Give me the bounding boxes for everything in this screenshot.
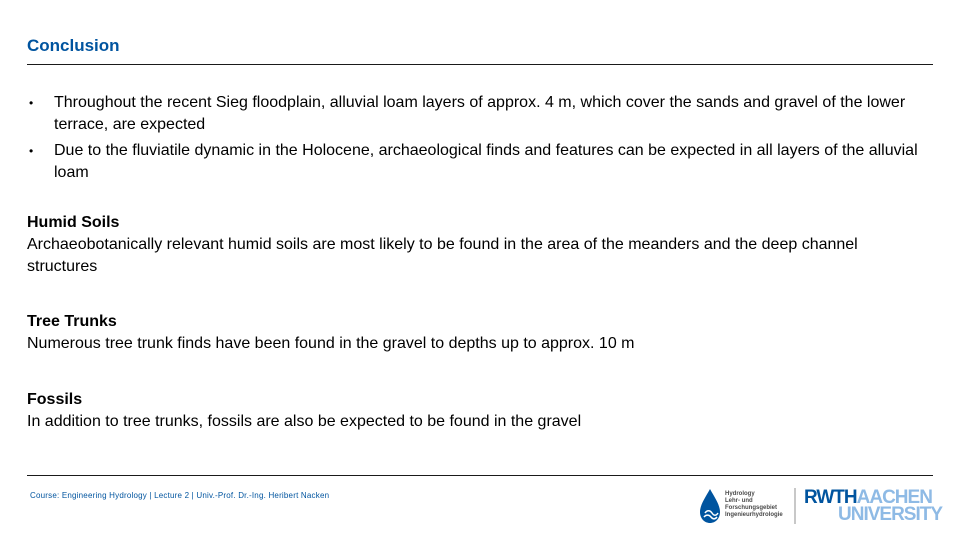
bullet-marker: • (29, 144, 34, 158)
section-heading: Tree Trunks (27, 313, 117, 330)
section-tree-trunks (27, 311, 927, 355)
bottom-divider (27, 475, 933, 476)
bullet-list (27, 92, 927, 188)
section-fossils (27, 389, 927, 433)
section-body: Numerous tree trunk finds have been found in the gravel to depths up to approx. 10 m (27, 335, 635, 352)
section-heading: Fossils (27, 391, 83, 408)
slide-title: Conclusion (27, 36, 120, 55)
top-divider (27, 64, 933, 65)
aachen-wordmark: AACHEN (856, 487, 932, 508)
bullet-marker: • (29, 96, 34, 110)
bullet-text: Throughout the recent Sieg floodplain, alluvial loam layers of approx. 4 m, which cover the sands and gravel of the lower terrace, are expected (54, 94, 906, 133)
rwth-logo (804, 487, 943, 526)
logo-divider (794, 488, 796, 524)
bullet-text: Due to the fluviatile dynamic in the Holocene, archaeological finds and features can be expected in all layers of the alluvial loam (54, 142, 918, 181)
section-body: In addition to tree trunks, fossils are also be expected to be found in the gravel (27, 413, 582, 430)
bullet-item (27, 140, 927, 184)
university-wordmark: UNIVERSITY (838, 504, 943, 525)
section-body: Archaeobotanically relevant humid soils are most likely to be found in the area of the meanders and the deep channel structures (27, 236, 858, 275)
bullet-item (27, 92, 927, 136)
hydrology-logo (699, 488, 791, 526)
water-drop-icon (699, 488, 721, 524)
footer-course-info: Course: Engineering Hydrology | Lecture 2 | Univ.-Prof. Dr.-Ing. Heribert Nacken (30, 491, 330, 500)
section-humid-soils (27, 212, 927, 278)
rwth-wordmark: RWTH (804, 487, 857, 508)
hydrology-logo-text: Hydrology Lehr- und Forschungsgebiet Ingenieurhydrologie (725, 491, 783, 518)
section-heading: Humid Soils (27, 214, 120, 231)
